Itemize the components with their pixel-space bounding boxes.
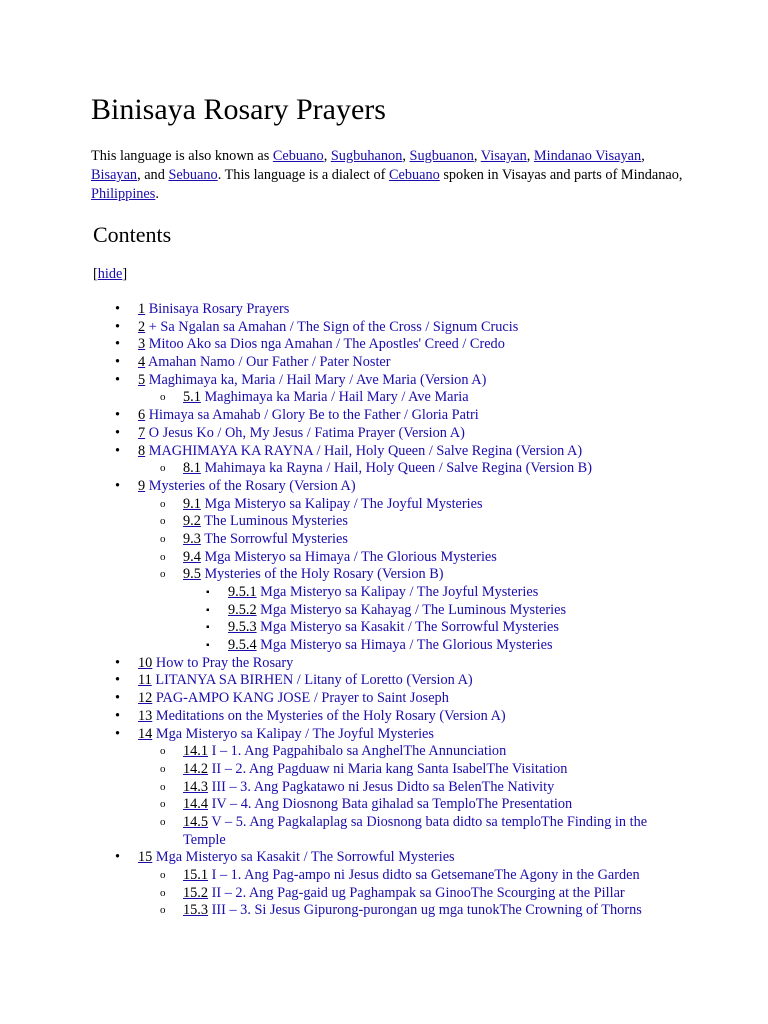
toc-item-14-4[interactable] bbox=[0, 796, 768, 814]
page-title: Binisaya Rosary Prayers bbox=[91, 93, 386, 126]
toc-link[interactable]: IV – 4. Ang Diosnong Bata gihalad sa TemploThe Presentation bbox=[208, 796, 573, 813]
toc-number: 15 bbox=[138, 849, 153, 866]
circle-bullet-icon: o bbox=[160, 532, 166, 545]
toc-item-9-5-2[interactable] bbox=[0, 602, 768, 620]
toc-item-8[interactable] bbox=[0, 443, 768, 461]
bullet-icon: • bbox=[115, 371, 121, 388]
toc-number: 9.1 bbox=[183, 495, 201, 512]
toc-link[interactable]: O Jesus Ko / Oh, My Jesus / Fatima Prayer (Version A) bbox=[145, 424, 465, 441]
toc-link[interactable]: I – 1. Ang Pag-ampo ni Jesus didto sa GetsemaneThe Agony in the Garden bbox=[208, 867, 640, 884]
toc-link[interactable]: The Luminous Mysteries bbox=[200, 513, 348, 530]
toc-number: 2 bbox=[138, 318, 146, 335]
toc-link[interactable]: Himaya sa Amahab / Glory Be to the Father / Gloria Patri bbox=[145, 407, 479, 424]
toc-link[interactable]: MAGHIMAYA KA RAYNA / Hail, Holy Queen / Salve Regina (Version A) bbox=[145, 442, 583, 459]
intro-text: , bbox=[526, 148, 534, 164]
toc-item-9-5-1[interactable] bbox=[0, 584, 768, 602]
toc-item-9-1[interactable] bbox=[0, 496, 768, 514]
circle-bullet-icon: o bbox=[160, 515, 166, 528]
toc-link[interactable]: How to Pray the Rosary bbox=[152, 654, 294, 671]
hide-toc-link[interactable]: hide bbox=[97, 266, 123, 282]
toc-toggle bbox=[93, 265, 127, 284]
bullet-icon: • bbox=[115, 690, 121, 707]
toc-item-9-3[interactable] bbox=[0, 531, 768, 549]
toc-link[interactable]: V – 5. Ang Pagkalaplag sa Diosnong bata didto sa temploThe Finding in the Temple bbox=[183, 813, 648, 848]
toc-item-9-5[interactable] bbox=[0, 566, 768, 584]
circle-bullet-icon: o bbox=[160, 798, 166, 811]
toc-link[interactable]: Mitoo Ako sa Dios nga Amahan / The Apostles' Creed / Credo bbox=[145, 336, 505, 353]
toc-link[interactable]: Meditations on the Mysteries of the Holy Rosary (Version A) bbox=[152, 707, 506, 724]
toc-link[interactable]: I – 1. Ang Pagpahibalo sa AnghelThe Annunciation bbox=[208, 743, 507, 760]
toc-number: 14.1 bbox=[183, 743, 209, 760]
toc-link[interactable]: Mga Misteryo sa Kalipay / The Joyful Mysteries bbox=[256, 584, 539, 600]
intro-text: . bbox=[155, 186, 159, 202]
toc-number: 9.5.4 bbox=[228, 637, 257, 654]
link-cebuano[interactable]: Cebuano bbox=[272, 148, 324, 164]
intro-text: , and bbox=[137, 167, 169, 183]
bullet-icon: • bbox=[115, 407, 121, 424]
toc-number: 14 bbox=[138, 725, 153, 742]
toc-number: 9.5 bbox=[183, 566, 201, 583]
toc-link[interactable]: Mysteries of the Rosary (Version A) bbox=[145, 477, 356, 494]
toc-link[interactable]: Amahan Namo / Our Father / Pater Noster bbox=[145, 354, 391, 371]
toc-number: 9.5.2 bbox=[228, 601, 257, 618]
bullet-icon: • bbox=[115, 318, 121, 335]
toc-item-9[interactable] bbox=[0, 478, 768, 496]
bullet-icon: • bbox=[115, 707, 121, 724]
circle-bullet-icon: o bbox=[160, 568, 166, 581]
toc-number: 14.2 bbox=[183, 760, 209, 777]
toc-link[interactable]: Mga Misteryo sa Kasakit / The Sorrowful Mysteries bbox=[152, 849, 455, 866]
intro-paragraph bbox=[91, 147, 691, 204]
toc-item-5-1[interactable] bbox=[0, 389, 768, 407]
toc-link[interactable]: Mysteries of the Holy Rosary (Version B) bbox=[200, 566, 444, 583]
toc-number: 13 bbox=[138, 707, 153, 724]
intro-text: spoken in Visayas and parts of Mindanao, bbox=[439, 167, 683, 183]
intro-text: , bbox=[323, 148, 331, 164]
toc-item-4[interactable] bbox=[0, 354, 768, 372]
toc-link[interactable]: The Sorrowful Mysteries bbox=[200, 530, 348, 547]
toc-number: 9.5.1 bbox=[228, 584, 257, 600]
toc-number: 11 bbox=[138, 672, 152, 689]
toc-link[interactable]: II – 2. Ang Pagduaw ni Maria kang Santa IsabelThe Visitation bbox=[208, 760, 568, 777]
toc-link[interactable]: II – 2. Ang Pag-gaid ug Paghampak sa GinooThe Scourging at the Pillar bbox=[208, 884, 625, 901]
link-cebuano-dialect[interactable]: Cebuano bbox=[388, 167, 440, 183]
toc-number: 12 bbox=[138, 690, 153, 707]
toc-item-1[interactable] bbox=[0, 301, 768, 319]
bullet-icon: • bbox=[115, 849, 121, 866]
toc-item-6[interactable] bbox=[0, 407, 768, 425]
toc-number: 8.1 bbox=[183, 460, 201, 477]
toc-item-15-2[interactable] bbox=[0, 885, 768, 903]
toc-number: 1 bbox=[138, 301, 146, 317]
toc-item-14-2[interactable] bbox=[0, 761, 768, 779]
intro-text: , bbox=[473, 148, 481, 164]
square-bullet-icon: ▪ bbox=[206, 640, 210, 652]
link-mindanao-visayan[interactable]: Mindanao Visayan bbox=[533, 148, 642, 164]
toc-item-10[interactable] bbox=[0, 655, 768, 673]
bullet-icon: • bbox=[115, 477, 121, 494]
link-sugbuhanon[interactable]: Sugbuhanon bbox=[330, 148, 403, 164]
toc-item-14-3[interactable] bbox=[0, 779, 768, 797]
toc-number: 5 bbox=[138, 371, 146, 388]
circle-bullet-icon: o bbox=[160, 762, 166, 775]
toc-link[interactable]: Binisaya Rosary Prayers bbox=[145, 301, 290, 317]
toc-link[interactable]: Mahimaya ka Rayna / Hail, Holy Queen / Salve Regina (Version B) bbox=[200, 460, 592, 477]
bullet-icon: • bbox=[115, 442, 121, 459]
toc-item-3[interactable] bbox=[0, 336, 768, 354]
toc-link[interactable]: Mga Misteryo sa Kahayag / The Luminous Mysteries bbox=[256, 601, 567, 618]
intro-text: This language is also known as bbox=[91, 148, 273, 164]
toc-item-11[interactable] bbox=[0, 672, 768, 690]
contents-heading: Contents bbox=[93, 222, 172, 247]
circle-bullet-icon: o bbox=[160, 745, 166, 758]
toc-link[interactable]: III – 3. Ang Pagkatawo ni Jesus Didto sa BelenThe Nativity bbox=[208, 778, 555, 795]
square-bullet-icon: ▪ bbox=[206, 604, 210, 616]
toc-number: 9.5.3 bbox=[228, 619, 257, 636]
link-bisayan[interactable]: Bisayan bbox=[91, 167, 138, 183]
toc-item-8-1[interactable] bbox=[0, 460, 768, 478]
toc-number: 4 bbox=[138, 354, 146, 371]
toc-item-15-3[interactable] bbox=[0, 902, 768, 920]
toc-item-14-5[interactable] bbox=[0, 814, 768, 849]
circle-bullet-icon: o bbox=[160, 550, 166, 563]
toc-number: 15.2 bbox=[183, 884, 209, 901]
toc-number: 5.1 bbox=[183, 389, 201, 406]
circle-bullet-icon: o bbox=[160, 462, 166, 475]
toc-item-15-1[interactable] bbox=[0, 867, 768, 885]
toc-item-9-4[interactable] bbox=[0, 549, 768, 567]
circle-bullet-icon: o bbox=[160, 391, 166, 404]
table-of-contents bbox=[0, 301, 768, 920]
toc-link[interactable]: Maghimaya ka, Maria / Hail Mary / Ave Maria (Version A) bbox=[145, 371, 487, 388]
toc-number: 8 bbox=[138, 442, 146, 459]
intro-text: , bbox=[641, 148, 645, 164]
toc-number: 9.4 bbox=[183, 548, 201, 565]
bullet-icon: • bbox=[115, 354, 121, 371]
toggle-bracket-open: [ bbox=[93, 266, 98, 282]
link-sugbuanon[interactable]: Sugbuanon bbox=[409, 148, 474, 164]
bullet-icon: • bbox=[115, 654, 121, 671]
toc-link[interactable]: LITANYA SA BIRHEN / Litany of Loretto (Version A) bbox=[151, 672, 473, 689]
toc-item-9-5-3[interactable] bbox=[0, 619, 768, 637]
toc-number: 9 bbox=[138, 477, 146, 494]
bullet-icon: • bbox=[115, 301, 121, 317]
toc-item-5[interactable] bbox=[0, 372, 768, 390]
toc-item-14[interactable] bbox=[0, 726, 768, 744]
toc-number: 9.3 bbox=[183, 530, 201, 547]
bullet-icon: • bbox=[115, 424, 121, 441]
toc-number: 15.3 bbox=[183, 902, 209, 919]
toc-item-13[interactable] bbox=[0, 708, 768, 726]
circle-bullet-icon: o bbox=[160, 869, 166, 882]
circle-bullet-icon: o bbox=[160, 904, 166, 917]
toc-item-9-2[interactable] bbox=[0, 513, 768, 531]
circle-bullet-icon: o bbox=[160, 780, 166, 793]
toc-item-7[interactable] bbox=[0, 425, 768, 443]
link-sebuano[interactable]: Sebuano bbox=[168, 167, 218, 183]
toc-number: 14.3 bbox=[183, 778, 209, 795]
toc-link[interactable]: Mga Misteryo sa Himaya / The Glorious Mysteries bbox=[256, 637, 553, 654]
toc-item-15[interactable] bbox=[0, 849, 768, 867]
toc-item-14-1[interactable] bbox=[0, 743, 768, 761]
bullet-icon: • bbox=[115, 725, 121, 742]
intro-text: , bbox=[402, 148, 410, 164]
toc-link[interactable]: + Sa Ngalan sa Amahan / The Sign of the Cross / Signum Crucis bbox=[145, 318, 519, 335]
toc-number: 14.5 bbox=[183, 813, 209, 830]
toggle-bracket-close: ] bbox=[122, 266, 128, 282]
circle-bullet-icon: o bbox=[160, 886, 166, 899]
toc-number: 9.2 bbox=[183, 513, 201, 530]
toc-link[interactable]: Mga Misteryo sa Kasakit / The Sorrowful Mysteries bbox=[256, 619, 559, 636]
toc-number: 14.4 bbox=[183, 796, 209, 813]
bullet-icon: • bbox=[115, 672, 121, 689]
toc-number: 7 bbox=[138, 424, 146, 441]
circle-bullet-icon: o bbox=[160, 497, 166, 510]
toc-item-2[interactable] bbox=[0, 319, 768, 337]
toc-number: 15.1 bbox=[183, 867, 209, 884]
square-bullet-icon: ▪ bbox=[206, 587, 210, 598]
intro-text: . This language is a dialect of bbox=[217, 167, 389, 183]
toc-number: 10 bbox=[138, 654, 153, 671]
bullet-icon: • bbox=[115, 336, 121, 353]
toc-item-12[interactable] bbox=[0, 690, 768, 708]
toc-link[interactable]: III – 3. Si Jesus Gipurong-purongan ug mga tunokThe Crowning of Thorns bbox=[208, 902, 642, 919]
link-visayan[interactable]: Visayan bbox=[480, 148, 527, 164]
link-philippines[interactable]: Philippines bbox=[91, 186, 156, 202]
toc-link[interactable]: Maghimaya ka Maria / Hail Mary / Ave Maria bbox=[200, 389, 469, 406]
circle-bullet-icon: o bbox=[160, 815, 166, 828]
toc-number: 6 bbox=[138, 407, 146, 424]
toc-item-9-5-4[interactable] bbox=[0, 637, 768, 655]
square-bullet-icon: ▪ bbox=[206, 622, 210, 634]
toc-link[interactable]: Mga Misteryo sa Kalipay / The Joyful Mysteries bbox=[200, 495, 483, 512]
toc-number: 3 bbox=[138, 336, 146, 353]
toc-link[interactable]: PAG-AMPO KANG JOSE / Prayer to Saint Joseph bbox=[152, 690, 449, 707]
toc-link[interactable]: Mga Misteryo sa Kalipay / The Joyful Mysteries bbox=[152, 725, 434, 742]
toc-link[interactable]: Mga Misteryo sa Himaya / The Glorious Mysteries bbox=[200, 548, 497, 565]
